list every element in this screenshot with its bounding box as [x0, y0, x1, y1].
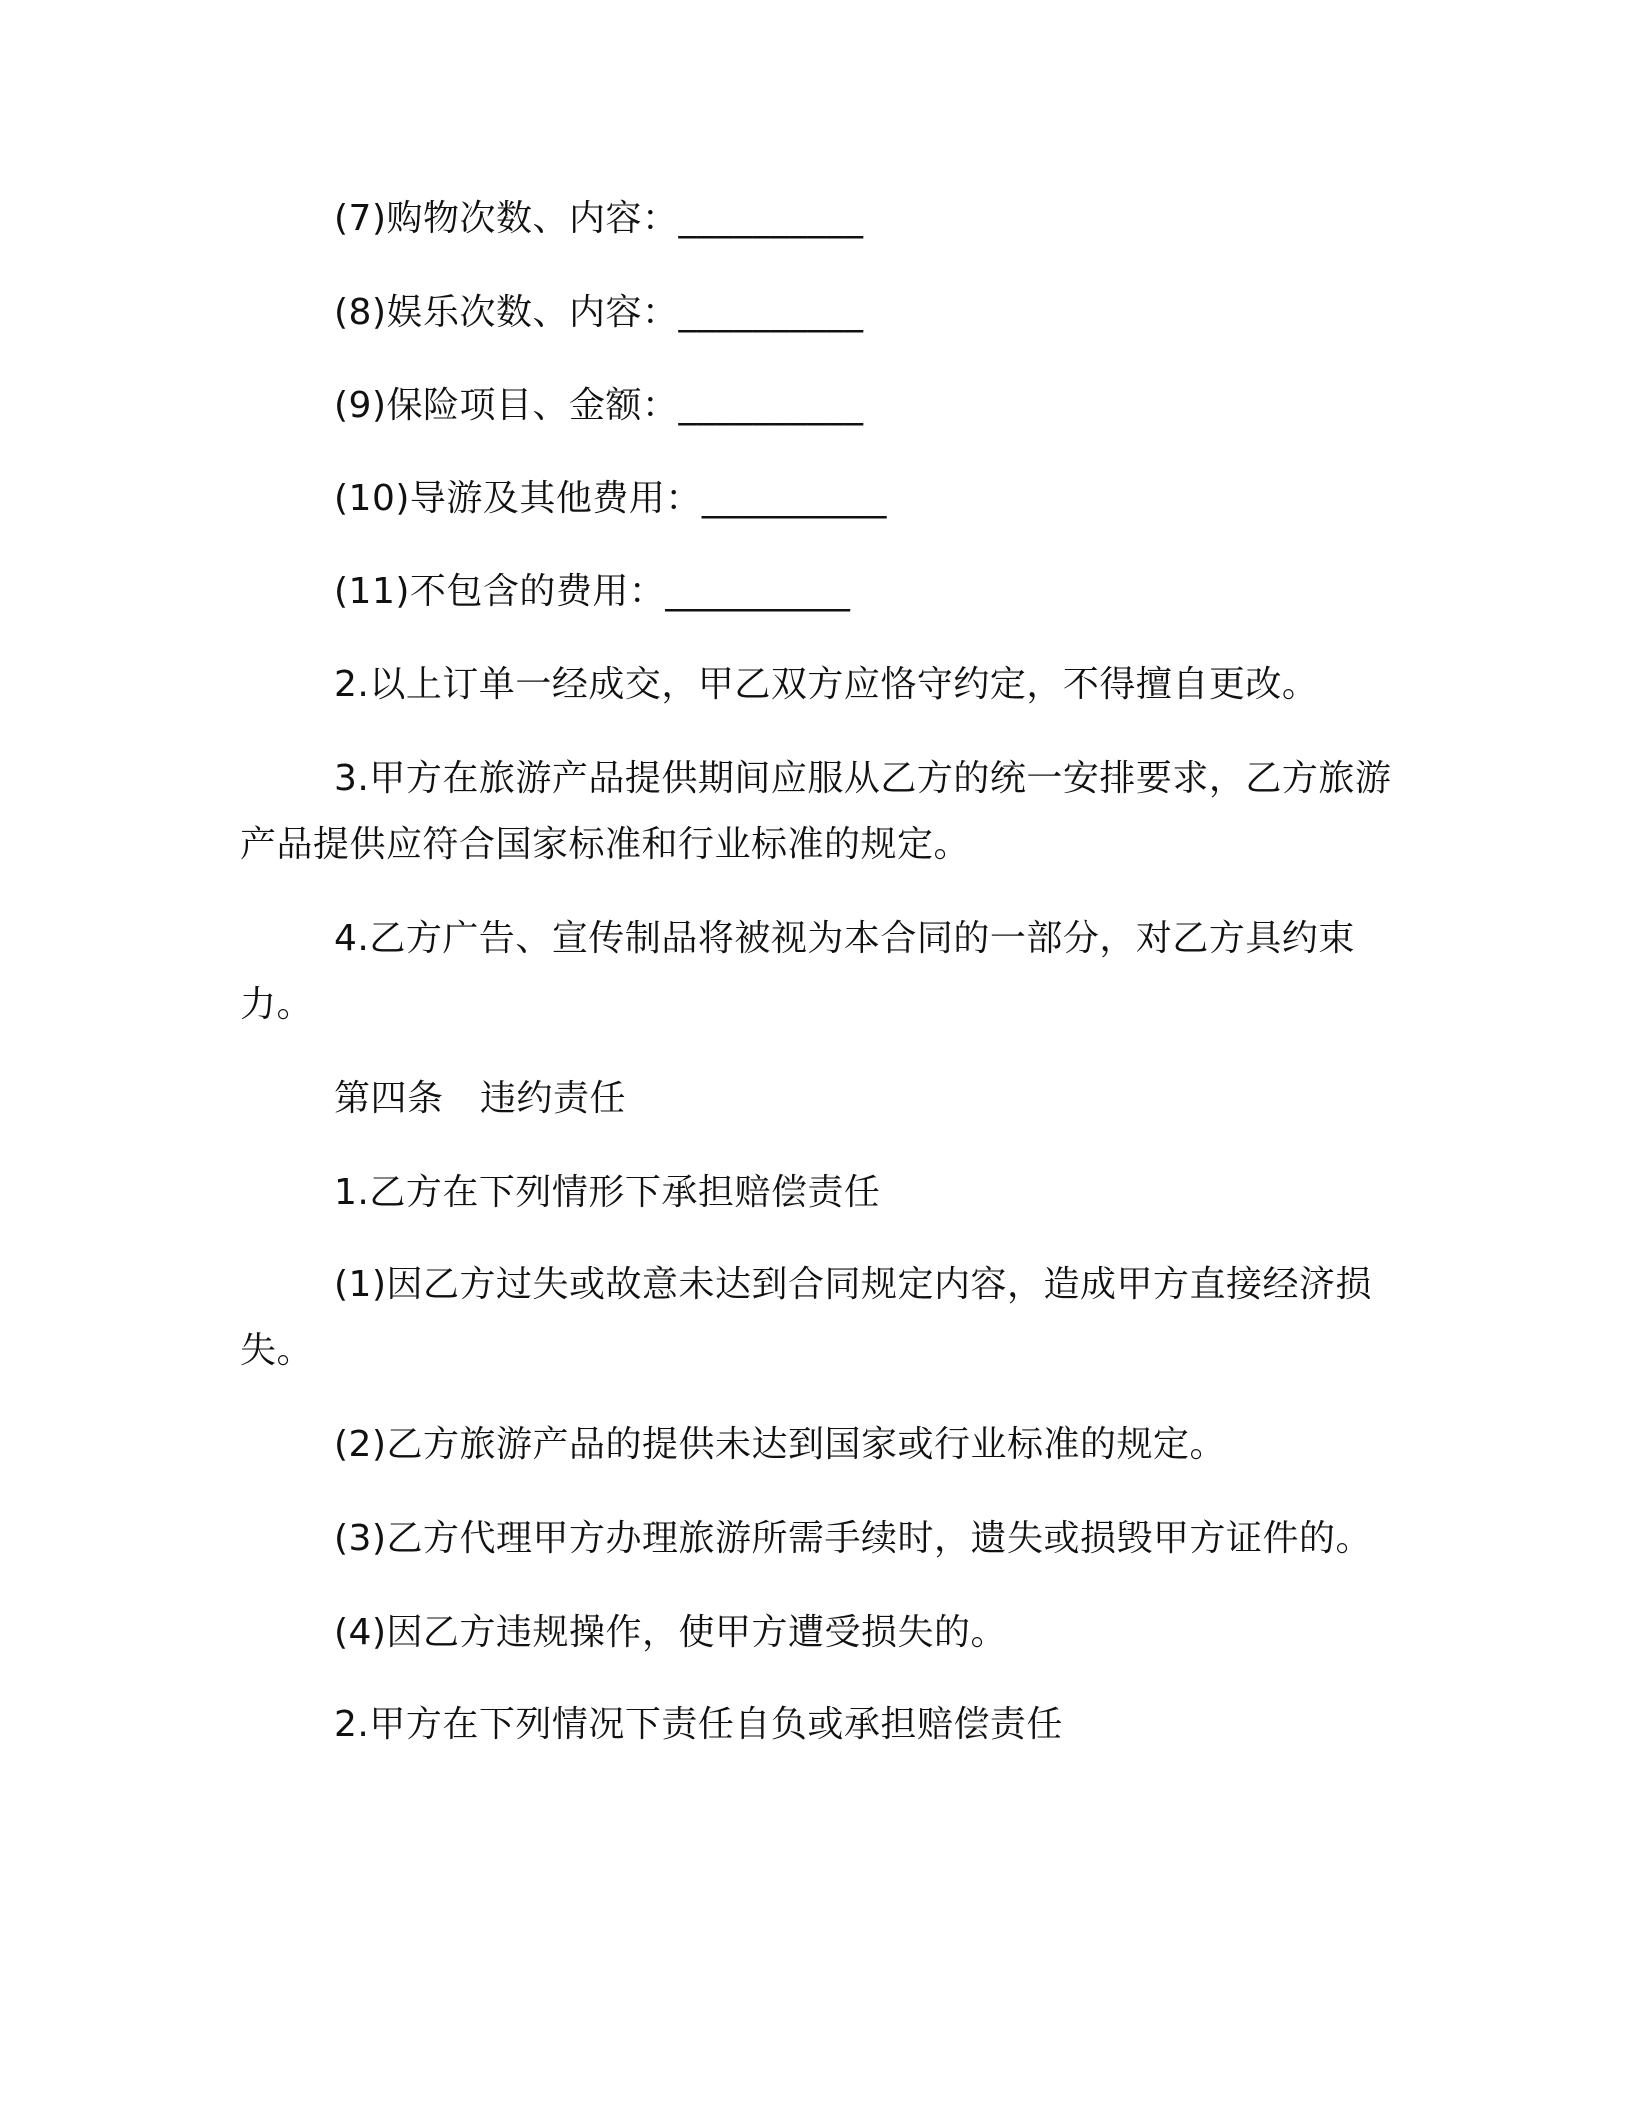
fee-item-entertainment: (8)娱乐次数、内容：__________	[334, 292, 864, 333]
clause-4-paragraph: 4.乙方广告、宣传制品将被视为本合同的一部分，对乙方具约束力。	[240, 918, 1355, 1025]
liability-item-4: (4)因乙方违规操作，使甲方遭受损失的。	[334, 1612, 1007, 1653]
fee-item-shopping: (7)购物次数、内容：__________	[334, 198, 864, 239]
liability-item-2: (2)乙方旅游产品的提供未达到国家或行业标准的规定。	[334, 1424, 1226, 1465]
liability-item-3: (3)乙方代理甲方办理旅游所需手续时，遗失或损毁甲方证件的。	[334, 1518, 1372, 1559]
fee-item-excluded: (11)不包含的费用：__________	[334, 571, 851, 612]
fee-item-insurance: (9)保险项目、金额：__________	[334, 385, 864, 426]
liability-party-a-heading: 2.甲方在下列情况下责任自负或承担赔偿责任	[334, 1704, 1063, 1745]
section-heading-article-4: 第四条 违约责任	[334, 1078, 627, 1119]
fee-item-guide: (10)导游及其他费用：__________	[334, 478, 887, 519]
clause-3-paragraph: 3.甲方在旅游产品提供期间应服从乙方的统一安排要求，乙方旅游产品提供应符合国家标准和行业标准的规定。	[240, 758, 1392, 865]
clause-2-paragraph: 2.以上订单一经成交，甲乙双方应恪守约定，不得擅自更改。	[334, 664, 1319, 705]
liability-party-b-heading: 1.乙方在下列情形下承担赔偿责任	[334, 1172, 881, 1213]
liability-item-1: (1)因乙方过失或故意未达到合同规定内容，造成甲方直接经济损失。	[240, 1264, 1372, 1371]
